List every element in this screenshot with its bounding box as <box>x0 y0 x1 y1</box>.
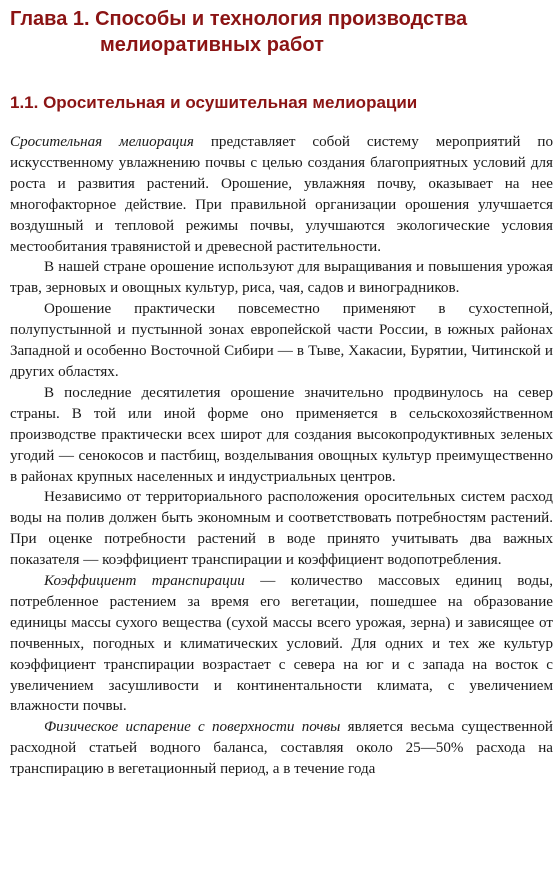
paragraph-text: Орошение практически повсеместно применяют в сухостепной, полупустынной и пустынной зонах европейской части России, в южных районах Западной и особенно Восточной Сибири — в Тыве, Хакасии, Бурятии, Читинской и других областях. <box>10 301 553 380</box>
paragraph-text: представляет собой систему мероприятий по искусственному увлажнению почвы с целью создания благоприятных условий для роста и развития растений. Орошение, увлажняя почву, оказывает на нее многофакторное действие. При правильной организации орошения улучшается воздушный и тепловой режимы почвы, улучшаются экологические условия местообитания травянистой и древесной растительности. <box>10 134 553 255</box>
chapter-title <box>10 6 553 58</box>
paragraph-text: — количество массовых единиц воды, потребленное растением за время его вегетации, пошедшее на образование единицы массы сухого вещества (сухой массы всего урожая, зерна) и зависящее от почвенных, погодных и климатических условий. Для одних и тех же культур коэффициент транспирации возрастает с севера на юг и с запада на восток с увеличением засушливости и континентальности климата, с увеличением влажности почвы. <box>10 573 553 715</box>
paragraph-irrigation-regions <box>10 299 553 383</box>
paragraph-text: Независимо от территориального расположения оросительных систем расход воды на полив должен быть экономным и соответствовать потребностям растений. При оценке потребности растений в воде принято учитывать два важных показателя — коэффициент транспирации и коэффициент водопотребления. <box>10 489 553 569</box>
section-title: 1.1. Оросительная и осушительная мелиорации <box>10 93 418 112</box>
term-soil-evaporation: Физическое испарение с поверхности почвы <box>44 719 341 736</box>
term-transpiration-coefficient: Коэффициент транспирации <box>44 573 245 590</box>
paragraph-text: является весьма существенной расходной статьей водного баланса, составляя около 25—50% расхода на транспирацию в вегетационный период, а в течение года <box>10 719 553 778</box>
body-text <box>10 132 553 780</box>
term-irrigation: Сросительная мелиорация <box>10 134 194 150</box>
paragraph-text: В последние десятилетия орошение значительно продвинулось на север страны. В той или иной форме оно применяется в сельскохозяйственном производстве практически всех широт для создания высокопродуктивных зеленых угодий — сенокосов и пастбищ, возделывания овощных культур преимущественно в районах крупных населенных и индустриальных центров. <box>10 384 553 485</box>
paragraph-water-consumption <box>10 487 553 571</box>
paragraph-soil-evaporation <box>10 717 553 780</box>
paragraph-irrigation-definition <box>10 132 553 257</box>
chapter-title-line-2: мелиоративных работ <box>100 34 324 56</box>
paragraph-irrigation-north <box>10 383 553 488</box>
chapter-title-line-1: Глава 1. Способы и технология производства <box>10 8 468 30</box>
paragraph-irrigation-use <box>10 257 553 299</box>
paragraph-transpiration-coefficient <box>10 571 553 717</box>
paragraph-text: В нашей стране орошение используют для выращивания и повышения урожая трав, зерновых и овощных культур, риса, чая, садов и виноградников. <box>10 259 553 297</box>
